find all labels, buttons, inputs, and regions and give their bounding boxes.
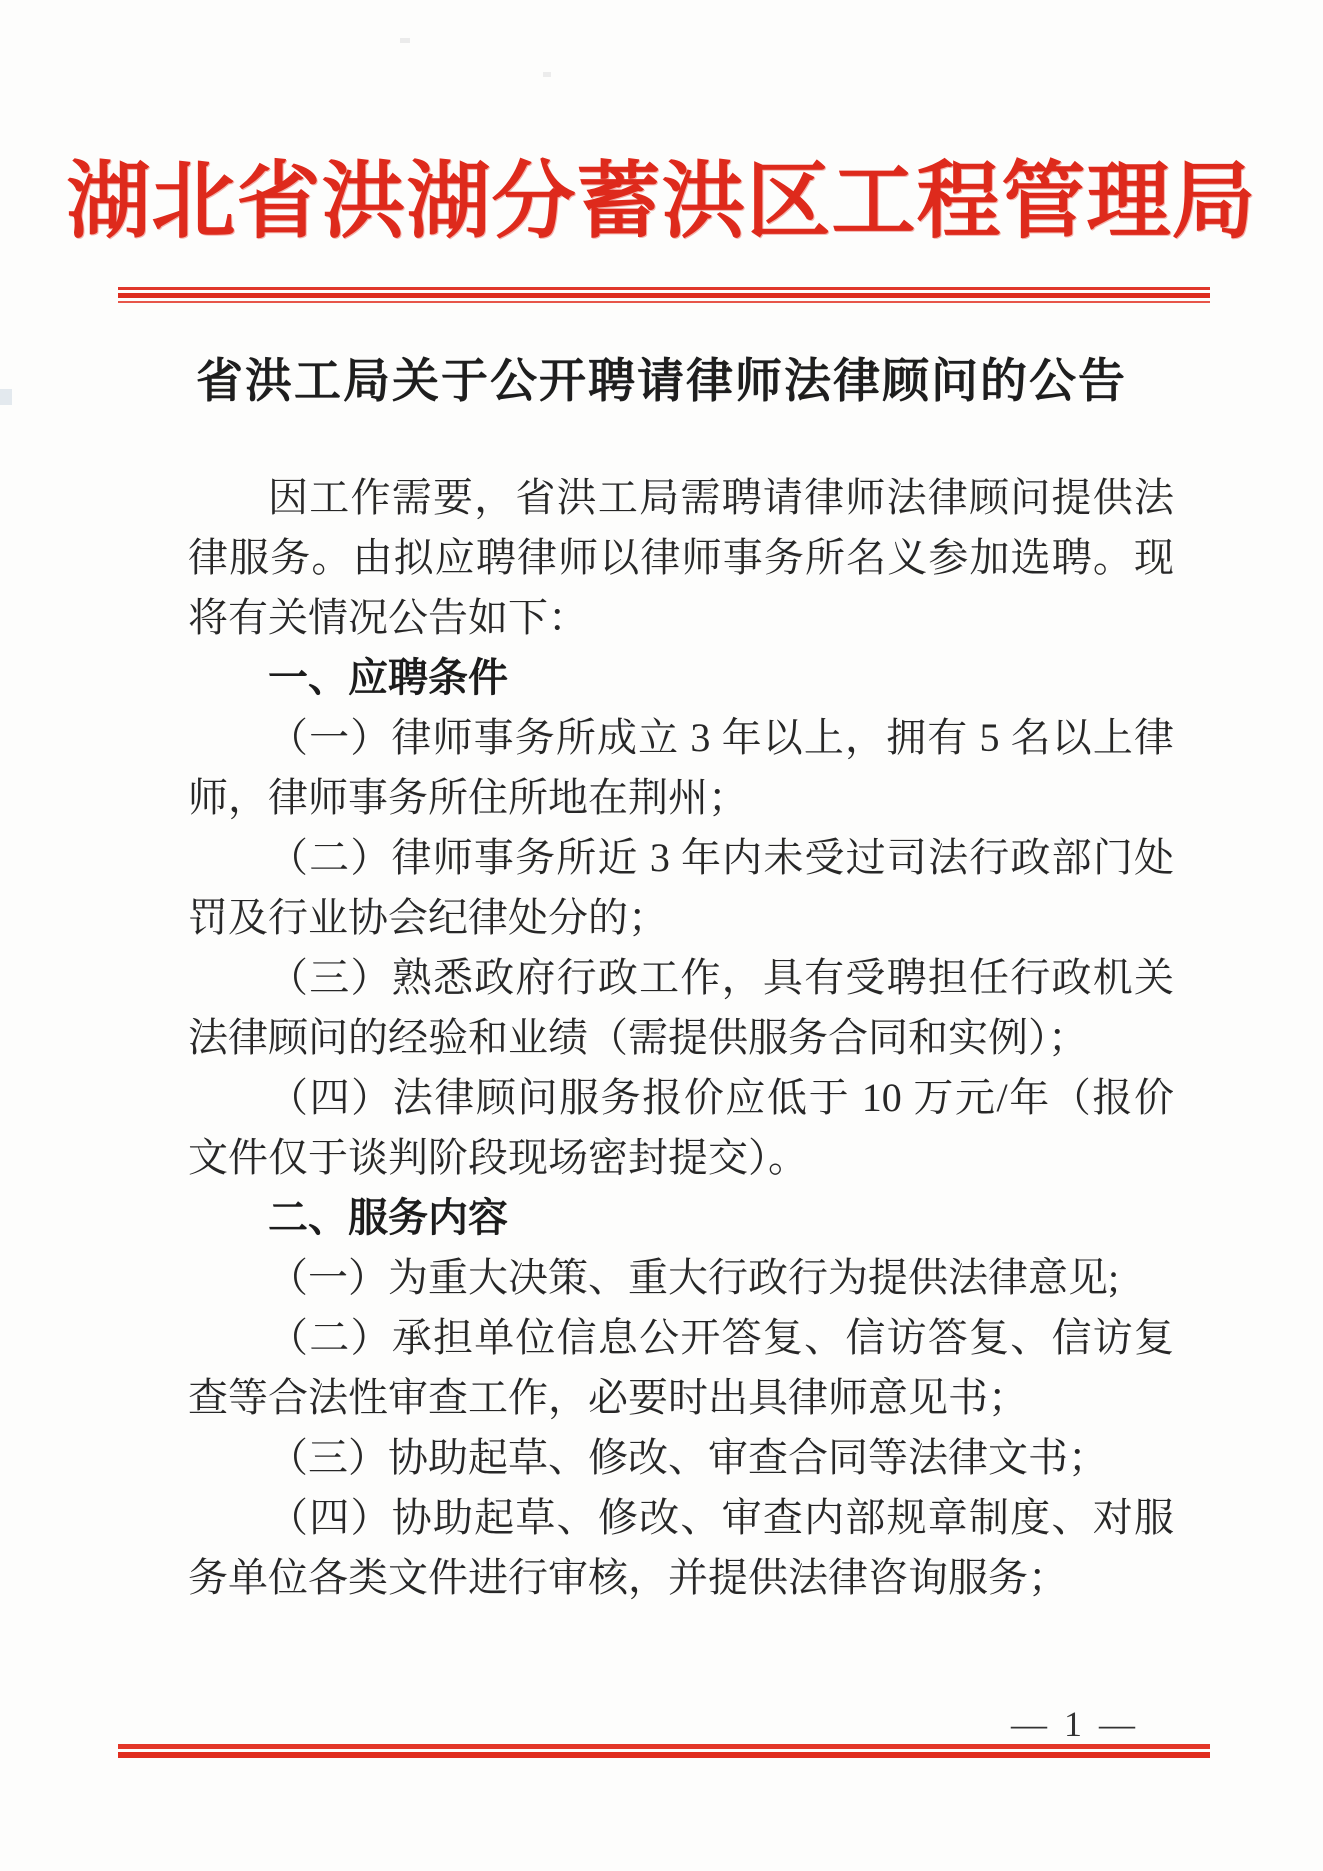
section-1-item-2: （二）律师事务所近 3 年内未受过司法行政部门处罚及行业协会纪律处分的； (188, 835, 1174, 940)
page-number: — 1 — (1011, 1704, 1139, 1744)
scan-artifact-speck (400, 38, 410, 43)
section-2-item-2: （二）承担单位信息公开答复、信访答复、信访复查等合法性审查工作，必要时出具律师意见书； (188, 1315, 1174, 1420)
letterhead-separator (118, 287, 1210, 303)
section-2-heading: 二、服务内容 (268, 1196, 508, 1240)
footer-separator (118, 1744, 1210, 1758)
letterhead-issuer-title: 湖北省洪湖分蓄洪区工程管理局 (66, 151, 1257, 250)
section-2-item-4: （四）协助起草、修改、审查内部规章制度、对服务单位各类文件进行审核，并提供法律咨询服务； (188, 1495, 1174, 1600)
section-1-item-4: （四）法律顾问服务报价应低于 10 万元/年（报价文件仅于谈判阶段现场密封提交）。 (188, 1075, 1174, 1180)
intro-paragraph: 因工作需要，省洪工局需聘请律师法律顾问提供法律服务。由拟应聘律师以律师事务所名义参加选聘。现将有关情况公告如下： (188, 475, 1174, 640)
document-body (188, 468, 1174, 1608)
footer-red-rule-bottom (118, 1752, 1210, 1758)
red-rule-thin-bottom (118, 301, 1210, 303)
scan-artifact-speck (543, 72, 551, 77)
section-2-item-3: （三）协助起草、修改、审查合同等法律文书； (268, 1435, 1108, 1480)
section-1-item-1: （一）律师事务所成立 3 年以上，拥有 5 名以上律师，律师事务所住所地在荆州； (188, 715, 1174, 820)
section-2-item-1: （一）为重大决策、重大行政行为提供法律意见; (268, 1255, 1120, 1300)
document-title: 省洪工局关于公开聘请律师法律顾问的公告 (196, 354, 1127, 409)
section-1-heading: 一、应聘条件 (268, 656, 508, 700)
section-1-item-3: （三）熟悉政府行政工作，具有受聘担任行政机关法律顾问的经验和业绩（需提供服务合同和实例）； (188, 955, 1174, 1060)
